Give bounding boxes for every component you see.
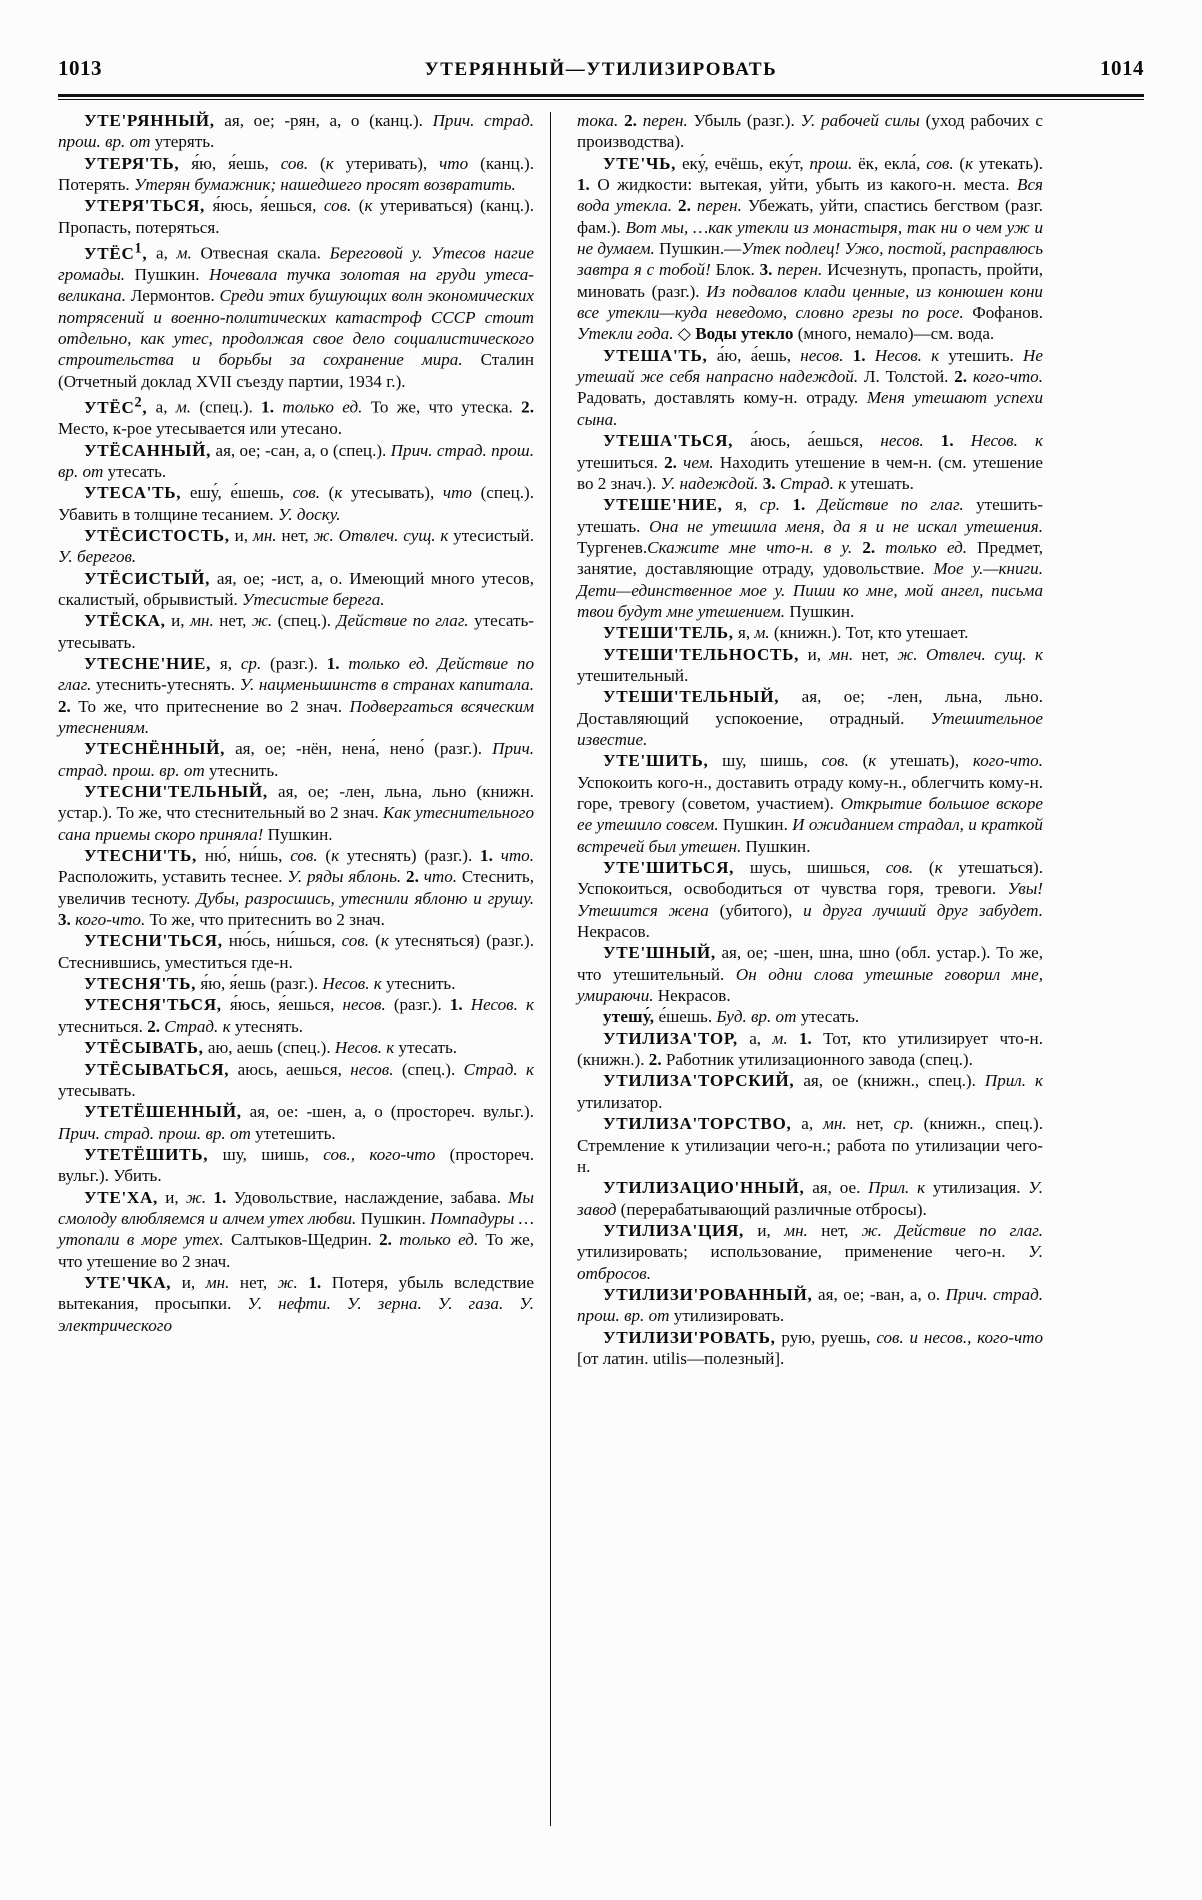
entry-body: рую, руешь, сов. и несов., кого-что [от латин. utilis—полезный]. xyxy=(577,1327,1043,1368)
entry-headword: УТИЛИЗАЦИО'ННЫЙ, xyxy=(603,1178,805,1198)
entry-body: ая, ое (книжн., спец.). Прил. к утилизатор. xyxy=(577,1071,1043,1112)
entry-headword: УТЁСЫВАТЬСЯ, xyxy=(84,1059,230,1079)
entry-headword: УТЕШИ'ТЕЛЬ, xyxy=(603,623,734,643)
entry-body: я́ю, я́ешь, сов. (к утеривать), что (канц.). Потерять. Утерян бумажник; нашедшего просят возвратить. xyxy=(58,153,534,195)
entry-headword: УТИЛИЗА'ТОРСТВО, xyxy=(603,1114,792,1134)
entry-headword: УТЕШИ'ТЕЛЬНОСТЬ, xyxy=(603,644,800,664)
entry-headword: УТИЛИЗА'ТОР, xyxy=(603,1028,738,1048)
entry-headword: УТЕША'ТЬ, xyxy=(603,345,708,365)
entry-headword: УТИЛИЗИ'РОВАТЬ, xyxy=(603,1327,776,1347)
entry-body: я, ср. (разг.). 1. только ед. Действие по глаг. утеснить-утеснять. У. нацменьшинств в странах капитала. 2. То же, что притеснение во 2 знач. Подвергаться всяческим утеснениям. xyxy=(58,653,534,737)
dictionary-entry xyxy=(577,110,1043,153)
entry-body: ая, ое; -нён, нена́, нено́ (разг.). Прич. страд. прош. вр. от утеснить. xyxy=(58,739,534,780)
entry-headword: УТЕСНЯ'ТЬ, xyxy=(84,974,197,994)
dictionary-entry xyxy=(577,1177,1043,1220)
dictionary-entry xyxy=(58,930,534,973)
entry-body: шусь, шишься, сов. (к утешаться). Успокоиться, освободиться от чувства горя, тревоги. Увы! Утешится жена (убитого), и друга лучший друг забудет. Некрасов. xyxy=(577,858,1043,942)
entry-headword: УТЕ'ШИТЬСЯ, xyxy=(603,858,735,878)
dictionary-entry xyxy=(58,153,534,196)
dictionary-entry xyxy=(577,345,1043,430)
entry-body: ню́сь, ни́шься, сов. (к утесняться) (разг.). Стеснившись, уместиться где-н. xyxy=(58,931,535,972)
dictionary-entry xyxy=(577,750,1043,857)
entry-body: ая, ое; -лен, льна, льно. Доставляющий успокоение, отрадный. Утешительное известие. xyxy=(577,687,1043,749)
dictionary-entry xyxy=(58,994,534,1037)
entry-body: а, м. 1. Тот, кто утилизирует что-н. (книжн.). 2. Работник утилизационного завода (спец.). xyxy=(577,1028,1043,1070)
entry-headword: УТИЛИЗИ'РОВАННЫЙ, xyxy=(603,1284,813,1304)
rule-thick xyxy=(58,94,1144,97)
entry-body: ая, ое: -шен, а, о (простореч. вульг.). Прич. страд. прош. вр. от утетешить. xyxy=(58,1102,534,1143)
dictionary-entry xyxy=(58,482,534,525)
dictionary-entry xyxy=(58,440,534,483)
dictionary-entry xyxy=(577,1028,1043,1071)
entry-body: я, м. (книжн.). Тот, кто утешает. xyxy=(733,623,969,643)
entry-body: ая, ое; -рян, а, о (канц.). Прич. страд. прош. вр. от утерять. xyxy=(58,111,534,152)
entry-body: аюсь, аешься, несов. (спец.). Страд. к утесывать. xyxy=(58,1059,534,1100)
entry-body: а́юсь, а́ешься, несов. 1. Несов. к утешиться. 2. чем. Находить утешение в чем-н. (см. утешение во 2 знач.). У. надеждой. 3. Страд. к утешать. xyxy=(577,431,1043,493)
entry-body: я́юсь, я́ешься, сов. (к утериваться) (канц.). Пропасть, потеряться. xyxy=(58,196,534,237)
column-left xyxy=(58,110,550,1840)
entry-body: еку́, ечёшь, еку́т, прош. ёк, екла́, сов. (к утекать). 1. О жидкости: вытекая, уйти, убыть из какого-н. места. Вся вода утекла. 2. перен. Убежать, уйти, спастись бегством (разг. фам.). Вот мы, …как утекли из монастыря, так ни о чем уж и не думаем. Пушкин.—Утек подлец! Ужо, постой, расправлюсь завтра я с тобой! Блок. 3. перен. Исчезнуть, пропасть, пройти, миновать (разг.). Из подвалов клади ценные, из конюшен кони все утекли—куда неведомо, словно грезы по росе. Фофанов. Утекли года. ◇ Воды утекло (много, немало)—см. вода. xyxy=(577,153,1044,344)
entry-headword: УТЕША'ТЬСЯ, xyxy=(603,431,734,451)
dictionary-entry xyxy=(58,1059,534,1102)
entry-body: ню́, ни́шь, сов. (к утеснять) (разг.). 1. что. Расположить, уставить теснее. У. ряды яблонь. 2. что. Стеснить, увеличив тесноту. Дубы, разросшись, утеснили яблоню и грушу. 3. кого-что. То же, что притеснить во 2 знач. xyxy=(58,846,535,930)
dictionary-entry xyxy=(58,610,534,653)
entry-body: ая, ое; -ист, а, о. Имеющий много утесов, скалистый, обрывистый. Утесистые берега. xyxy=(58,568,534,609)
entry-body: я́ю, я́ешь (разг.). Несов. к утеснить. xyxy=(196,974,456,994)
running-head-title: УТЕРЯННЫЙ—УТИЛИЗИРОВАТЬ xyxy=(424,59,778,80)
entry-headword: УТЕСНИ'ТЬ, xyxy=(84,846,198,866)
dictionary-entry xyxy=(577,153,1043,345)
entry-headword: УТЕ'РЯННЫЙ, xyxy=(84,111,215,130)
dictionary-entry xyxy=(58,568,534,611)
header-rule xyxy=(58,94,1144,102)
dictionary-entry xyxy=(58,238,534,392)
dictionary-entry xyxy=(58,1101,534,1144)
dictionary-entry xyxy=(577,644,1043,687)
entry-body: и, мн. нет, ж. Отвлеч. сущ. к утешительный. xyxy=(577,644,1043,685)
entry-headword: УТЕ'ЧКА, xyxy=(84,1272,172,1292)
entry-headword: УТЕСНЯ'ТЬСЯ, xyxy=(84,995,222,1015)
dictionary-entry xyxy=(577,1284,1043,1327)
rule-thin xyxy=(58,99,1144,100)
entry-body: я́юсь, я́ешься, несов. (разг.). 1. Несов. к утесниться. 2. Страд. к утеснять. xyxy=(58,995,534,1036)
folio-left: 1013 xyxy=(58,56,102,80)
entry-headword: УТЁС$^2$, xyxy=(84,394,148,417)
dictionary-entry xyxy=(58,392,534,439)
entry-headword: УТЁСИСТОСТЬ, xyxy=(84,525,230,545)
dictionary-entry xyxy=(58,738,534,781)
entry-headword: УТИЛИЗА'ЦИЯ, xyxy=(603,1220,745,1240)
dictionary-entry xyxy=(577,1113,1043,1177)
entry-body: шу, шишь, сов., кого-что (простореч. вульг.). Убить. xyxy=(58,1144,534,1186)
dictionary-entry xyxy=(58,110,534,153)
dictionary-entry xyxy=(577,686,1043,750)
dictionary-entry xyxy=(58,1037,534,1058)
entry-body: тока. 2. перен. Убыль (разг.). У. рабочей силы (уход рабочих с производства). xyxy=(577,111,1043,152)
running-head xyxy=(58,56,1144,86)
entry-headword: УТЕСНЕ'НИЕ, xyxy=(84,653,212,673)
dictionary-entry xyxy=(577,1327,1043,1370)
entry-headword: УТЕРЯ'ТЬ, xyxy=(84,153,180,173)
entry-headword: УТЁСЫВАТЬ, xyxy=(84,1038,204,1058)
entry-body: а́ю, а́ешь, несов. 1. Несов. к утешить. Не утешай же себя напрасно надеждой. Л. Толстой. 2. кого-что. Радовать, доставлять кому-н. отраду. Меня утешают успехи сына. xyxy=(577,345,1043,429)
dictionary-entry xyxy=(577,1070,1043,1113)
entry-body: ая, ое; -шен, шна, шно (обл. устар.). То же, что утешительный. Он одни слова утешные говорил мне, умираючи. Некрасов. xyxy=(577,943,1043,1006)
dictionary-entry xyxy=(58,525,534,568)
entry-headword: УТЕСНИ'ТЕЛЬНЫЙ, xyxy=(84,782,268,802)
entry-body: и, мн. нет, ж. 1. Потеря, убыль вследствие вытекания, просыпки. У. нефти. У. зерна. У. газа. У. электрического xyxy=(58,1272,534,1335)
entry-body: аю, аешь (спец.). Несов. к утесать. xyxy=(203,1038,458,1058)
entry-body: и, мн. нет, ж. Действие по глаг. утилизировать; использование, применение чего-н. У. отбросов. xyxy=(577,1220,1044,1283)
entry-headword: УТЁСАННЫЙ, xyxy=(84,440,212,460)
entry-headword: УТЕСА'ТЬ, xyxy=(84,483,182,503)
entry-headword: УТЕШИ'ТЕЛЬНЫЙ, xyxy=(603,687,780,707)
entry-body: ая, ое. Прил. к утилизация. У. завод (перерабатывающий различные отбросы). xyxy=(577,1178,1043,1219)
entry-body: и, ж. 1. Удовольствие, наслаждение, забава. Мы смолоду влюбляемся и алчем утех любви. Пушкин. Помпадуры …утопали в море утех. Салтыков-Щедрин. 2. только ед. То же, что утешение во 2 знач. xyxy=(58,1187,534,1271)
entry-body: ая, ое; -лен, льна, льно (книжн. устар.). То же, что стеснительный во 2 знач. Как утеснительного сана приемы скоро приняла! Пушкин. xyxy=(58,782,534,844)
entry-headword: УТЕТЁШИТЬ, xyxy=(84,1144,209,1164)
entry-body: а, м. Отвесная скала. Береговой у. Утесов нагие громады. Пушкин. Ночевала тучка золотая на груди утеса-великана. Лермонтов. Среди этих бушующих волн экономических потрясений и военно-политических катастроф СССР стоит отдельно, как утес, продолжая свое дело социалистического строительства и борьбы за сохранение мира. Сталин (Отчетный доклад XVII съезду партии, 1934 г.). xyxy=(58,243,535,391)
entry-headword: УТЕШЕ'НИЕ, xyxy=(603,495,723,515)
dictionary-entry xyxy=(577,857,1043,942)
dictionary-entry xyxy=(58,653,534,738)
dictionary-entry xyxy=(577,942,1043,1006)
column-container xyxy=(58,110,1144,1840)
entry-headword: утешу́, xyxy=(603,1007,655,1027)
entry-headword: УТЕ'ШИТЬ, xyxy=(603,751,709,771)
entry-headword: УТИЛИЗА'ТОРСКИЙ, xyxy=(603,1071,795,1091)
dictionary-entry xyxy=(58,1144,534,1187)
entry-headword: УТЕ'ХА, xyxy=(84,1187,158,1207)
column-right xyxy=(551,110,1043,1840)
dictionary-entry xyxy=(577,622,1043,643)
dictionary-entry xyxy=(577,1006,1043,1027)
dictionary-entry xyxy=(58,195,534,238)
entry-headword: УТЕТЁШЕННЫЙ, xyxy=(84,1102,242,1122)
entry-headword: УТЕРЯ'ТЬСЯ, xyxy=(84,196,205,216)
entry-body: шу, шишь, сов. (к утешать), кого-что. Успокоить кого-н., доставить отраду кому-н., облегчить кому-н. горе, тревогу (советом, участием). Открытие большое вскоре ее утешило совсем. Пушкин. И ожиданием страдал, и краткой встречей был утешен. Пушкин. xyxy=(577,751,1043,856)
dictionary-entry xyxy=(58,1272,534,1336)
folio-right: 1014 xyxy=(1100,56,1144,80)
entry-headword: УТЁСКА, xyxy=(84,611,166,631)
entry-body: я, ср. 1. Действие по глаг. утешить-утешать. Она не утешила меня, да я и не искал утешения. Тургенев.Скажите мне что-н. в у. 2. только ед. Предмет, занятие, доставляющие отраду, удовольствие. Мое у.—книги. Дети—единственное мое у. Пиши ко мне, мой ангел, письма твои будут мне утешением. Пушкин. xyxy=(577,495,1044,621)
dictionary-entry xyxy=(577,430,1043,494)
dictionary-entry xyxy=(577,1220,1043,1284)
dictionary-entry xyxy=(58,781,534,845)
entry-body: е́шешь. Буд. вр. от утесать. xyxy=(654,1007,860,1027)
entry-body: ая, ое; -ван, а, о. Прич. страд. прош. вр. от утилизировать. xyxy=(577,1284,1043,1326)
dictionary-entry xyxy=(58,1187,534,1272)
entry-body: а, м. (спец.). 1. только ед. То же, что утеска. 2. Место, к-рое утесывается или утесано. xyxy=(58,397,534,439)
dictionary-entry xyxy=(58,845,534,930)
entry-body: и, мн. нет, ж. Отвлеч. сущ. к утесистый. У. берегов. xyxy=(58,525,534,567)
entry-body: а, мн. нет, ср. (книжн., спец.). Стремление к утилизации чего-н.; работа по утилизации чего-н. xyxy=(577,1114,1043,1176)
entry-body: ешу́, е́шешь, сов. (к утесывать), что (спец.). Убавить в толщине тесанием. У. доску. xyxy=(58,483,535,524)
entry-headword: УТЕ'ЧЬ, xyxy=(603,153,677,173)
entry-headword: УТЕСНИ'ТЬСЯ, xyxy=(84,931,223,951)
entry-headword: УТЕСНЁННЫЙ, xyxy=(84,739,226,759)
dictionary-entry xyxy=(577,494,1043,622)
dictionary-entry xyxy=(58,973,534,994)
entry-body: ая, ое; -сан, а, о (спец.). Прич. страд. прош. вр. от утесать. xyxy=(58,440,534,481)
entry-headword: УТЁС$^1$, xyxy=(84,240,148,263)
entry-body: и, мн. нет, ж. (спец.). Действие по глаг. утесать-утесывать. xyxy=(58,611,535,652)
entry-headword: УТЕ'ШНЫЙ, xyxy=(603,943,716,963)
entry-headword: УТЁСИСТЫЙ, xyxy=(84,568,211,588)
